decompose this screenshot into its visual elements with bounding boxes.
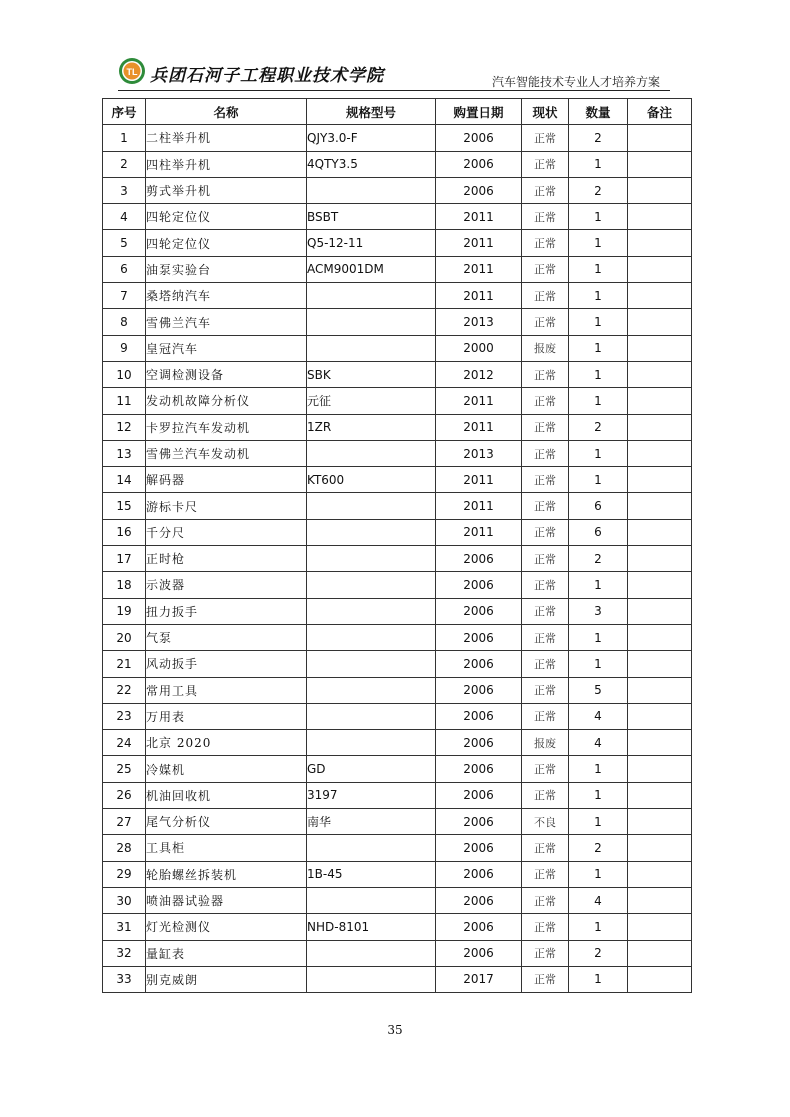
cell-qty: 1 [569, 361, 628, 387]
cell-date: 2006 [436, 651, 522, 677]
cell-no: 31 [103, 914, 146, 940]
cell-qty: 2 [569, 835, 628, 861]
cell-name: 别克威朗 [146, 966, 307, 992]
cell-model [307, 598, 436, 624]
cell-date: 2006 [436, 177, 522, 203]
cell-note [628, 256, 692, 282]
cell-no: 12 [103, 414, 146, 440]
cell-status: 正常 [522, 887, 569, 913]
cell-status: 报废 [522, 335, 569, 361]
table-row [103, 940, 692, 966]
column-header-model: 规格型号 [307, 99, 436, 125]
page-header [118, 55, 678, 93]
cell-note [628, 519, 692, 545]
cell-note [628, 467, 692, 493]
cell-status: 正常 [522, 914, 569, 940]
cell-name: 解码器 [146, 467, 307, 493]
cell-status: 正常 [522, 756, 569, 782]
cell-date: 2006 [436, 730, 522, 756]
table-row [103, 309, 692, 335]
column-header-qty: 数量 [569, 99, 628, 125]
cell-status: 正常 [522, 546, 569, 572]
cell-status: 正常 [522, 598, 569, 624]
cell-model [307, 546, 436, 572]
cell-status: 正常 [522, 966, 569, 992]
cell-date: 2006 [436, 624, 522, 650]
table-row [103, 651, 692, 677]
cell-name: 北京 2020 [146, 730, 307, 756]
cell-no: 17 [103, 546, 146, 572]
cell-no: 13 [103, 440, 146, 466]
cell-date: 2011 [436, 230, 522, 256]
table-row [103, 151, 692, 177]
table-row [103, 204, 692, 230]
cell-qty: 2 [569, 546, 628, 572]
page-number: 35 [387, 1023, 403, 1037]
cell-qty: 1 [569, 624, 628, 650]
header-divider [118, 90, 670, 91]
cell-qty: 4 [569, 730, 628, 756]
cell-note [628, 835, 692, 861]
cell-note [628, 230, 692, 256]
cell-note [628, 966, 692, 992]
cell-status: 正常 [522, 204, 569, 230]
table-row [103, 493, 692, 519]
cell-name: 四轮定位仪 [146, 230, 307, 256]
cell-name: 剪式举升机 [146, 177, 307, 203]
cell-model: BSBT [307, 204, 436, 230]
cell-no: 10 [103, 361, 146, 387]
table-row [103, 361, 692, 387]
cell-name: 卡罗拉汽车发动机 [146, 414, 307, 440]
cell-name: 示波器 [146, 572, 307, 598]
table-row [103, 756, 692, 782]
cell-model [307, 940, 436, 966]
cell-model: 南华 [307, 809, 436, 835]
document-title: 汽车智能技术专业人才培养方案 [491, 75, 660, 89]
cell-status: 正常 [522, 283, 569, 309]
cell-name: 尾气分析仪 [146, 809, 307, 835]
cell-status: 正常 [522, 388, 569, 414]
table-row [103, 546, 692, 572]
table-row [103, 230, 692, 256]
cell-status: 正常 [522, 151, 569, 177]
cell-model [307, 677, 436, 703]
cell-status: 正常 [522, 572, 569, 598]
cell-qty: 1 [569, 914, 628, 940]
cell-date: 2006 [436, 782, 522, 808]
cell-name: 冷媒机 [146, 756, 307, 782]
cell-no: 7 [103, 283, 146, 309]
cell-qty: 1 [569, 388, 628, 414]
cell-status: 正常 [522, 835, 569, 861]
cell-note [628, 887, 692, 913]
cell-model [307, 440, 436, 466]
cell-model: 4QTY3.5 [307, 151, 436, 177]
cell-status: 不良 [522, 809, 569, 835]
cell-note [628, 598, 692, 624]
cell-no: 1 [103, 125, 146, 151]
cell-date: 2013 [436, 440, 522, 466]
table-body [103, 125, 692, 993]
table-row [103, 256, 692, 282]
cell-note [628, 730, 692, 756]
table-row [103, 914, 692, 940]
cell-status: 正常 [522, 493, 569, 519]
cell-model: 3197 [307, 782, 436, 808]
cell-qty: 1 [569, 966, 628, 992]
cell-name: 千分尺 [146, 519, 307, 545]
cell-model [307, 966, 436, 992]
cell-no: 18 [103, 572, 146, 598]
cell-no: 20 [103, 624, 146, 650]
cell-note [628, 335, 692, 361]
cell-note [628, 703, 692, 729]
cell-status: 正常 [522, 861, 569, 887]
cell-date: 2011 [436, 388, 522, 414]
cell-model [307, 572, 436, 598]
cell-date: 2006 [436, 703, 522, 729]
cell-qty: 1 [569, 782, 628, 808]
cell-note [628, 204, 692, 230]
table-row [103, 966, 692, 992]
cell-qty: 6 [569, 519, 628, 545]
cell-model [307, 309, 436, 335]
cell-note [628, 782, 692, 808]
cell-note [628, 651, 692, 677]
cell-name: 四柱举升机 [146, 151, 307, 177]
cell-date: 2006 [436, 756, 522, 782]
cell-model: Q5-12-11 [307, 230, 436, 256]
cell-no: 14 [103, 467, 146, 493]
cell-date: 2006 [436, 887, 522, 913]
cell-note [628, 361, 692, 387]
column-header-name: 名称 [146, 99, 307, 125]
cell-status: 正常 [522, 230, 569, 256]
cell-name: 桑塔纳汽车 [146, 283, 307, 309]
cell-name: 喷油器试验器 [146, 887, 307, 913]
table-row [103, 703, 692, 729]
cell-model: KT600 [307, 467, 436, 493]
cell-qty: 1 [569, 204, 628, 230]
cell-date: 2006 [436, 151, 522, 177]
cell-note [628, 125, 692, 151]
cell-no: 29 [103, 861, 146, 887]
cell-date: 2006 [436, 598, 522, 624]
cell-model: SBK [307, 361, 436, 387]
cell-no: 23 [103, 703, 146, 729]
table-row [103, 598, 692, 624]
cell-date: 2011 [436, 256, 522, 282]
equipment-table [102, 98, 692, 993]
cell-status: 报废 [522, 730, 569, 756]
cell-qty: 5 [569, 677, 628, 703]
cell-qty: 4 [569, 887, 628, 913]
cell-note [628, 151, 692, 177]
cell-note [628, 493, 692, 519]
cell-qty: 1 [569, 283, 628, 309]
cell-note [628, 677, 692, 703]
cell-qty: 1 [569, 651, 628, 677]
cell-no: 26 [103, 782, 146, 808]
cell-date: 2012 [436, 361, 522, 387]
cell-note [628, 388, 692, 414]
cell-date: 2011 [436, 283, 522, 309]
table-row [103, 388, 692, 414]
logo-text: TL [126, 67, 138, 77]
cell-no: 21 [103, 651, 146, 677]
cell-name: 工具柜 [146, 835, 307, 861]
cell-model [307, 703, 436, 729]
cell-model [307, 283, 436, 309]
cell-qty: 1 [569, 809, 628, 835]
cell-no: 5 [103, 230, 146, 256]
cell-model: ACM9001DM [307, 256, 436, 282]
cell-model: GD [307, 756, 436, 782]
cell-status: 正常 [522, 519, 569, 545]
cell-qty: 2 [569, 125, 628, 151]
cell-status: 正常 [522, 467, 569, 493]
cell-date: 2013 [436, 309, 522, 335]
cell-status: 正常 [522, 177, 569, 203]
cell-no: 30 [103, 887, 146, 913]
cell-no: 6 [103, 256, 146, 282]
cell-note [628, 809, 692, 835]
cell-no: 11 [103, 388, 146, 414]
cell-name: 发动机故障分析仪 [146, 388, 307, 414]
cell-no: 27 [103, 809, 146, 835]
cell-date: 2011 [436, 493, 522, 519]
cell-qty: 1 [569, 440, 628, 466]
cell-status: 正常 [522, 414, 569, 440]
cell-model [307, 177, 436, 203]
cell-date: 2006 [436, 572, 522, 598]
cell-no: 16 [103, 519, 146, 545]
cell-qty: 1 [569, 151, 628, 177]
cell-model [307, 651, 436, 677]
table-row [103, 467, 692, 493]
cell-qty: 1 [569, 572, 628, 598]
table-row [103, 809, 692, 835]
cell-qty: 1 [569, 467, 628, 493]
table-row [103, 782, 692, 808]
cell-status: 正常 [522, 125, 569, 151]
cell-date: 2006 [436, 125, 522, 151]
school-logo-icon [118, 57, 146, 85]
cell-note [628, 546, 692, 572]
cell-note [628, 283, 692, 309]
cell-date: 2000 [436, 335, 522, 361]
cell-date: 2006 [436, 940, 522, 966]
cell-status: 正常 [522, 440, 569, 466]
cell-name: 皇冠汽车 [146, 335, 307, 361]
cell-model [307, 519, 436, 545]
cell-qty: 1 [569, 335, 628, 361]
cell-name: 灯光检测仪 [146, 914, 307, 940]
cell-date: 2011 [436, 519, 522, 545]
table-row [103, 519, 692, 545]
cell-status: 正常 [522, 361, 569, 387]
cell-note [628, 940, 692, 966]
cell-no: 2 [103, 151, 146, 177]
column-header-no: 序号 [103, 99, 146, 125]
cell-model: 元征 [307, 388, 436, 414]
cell-status: 正常 [522, 782, 569, 808]
cell-model [307, 835, 436, 861]
table-row [103, 887, 692, 913]
cell-name: 游标卡尺 [146, 493, 307, 519]
cell-qty: 2 [569, 414, 628, 440]
cell-name: 常用工具 [146, 677, 307, 703]
cell-note [628, 177, 692, 203]
cell-no: 8 [103, 309, 146, 335]
cell-model: 1ZR [307, 414, 436, 440]
cell-no: 3 [103, 177, 146, 203]
cell-qty: 1 [569, 309, 628, 335]
cell-date: 2006 [436, 546, 522, 572]
cell-note [628, 572, 692, 598]
cell-name: 扭力扳手 [146, 598, 307, 624]
cell-status: 正常 [522, 256, 569, 282]
cell-no: 15 [103, 493, 146, 519]
cell-name: 油泵实验台 [146, 256, 307, 282]
table-row [103, 414, 692, 440]
cell-note [628, 861, 692, 887]
cell-date: 2006 [436, 914, 522, 940]
cell-name: 万用表 [146, 703, 307, 729]
table-row [103, 730, 692, 756]
cell-no: 4 [103, 204, 146, 230]
cell-note [628, 440, 692, 466]
table-row [103, 861, 692, 887]
cell-no: 33 [103, 966, 146, 992]
cell-status: 正常 [522, 703, 569, 729]
cell-name: 雪佛兰汽车发动机 [146, 440, 307, 466]
cell-no: 32 [103, 940, 146, 966]
cell-status: 正常 [522, 309, 569, 335]
cell-name: 正时枪 [146, 546, 307, 572]
cell-qty: 6 [569, 493, 628, 519]
cell-no: 25 [103, 756, 146, 782]
cell-model [307, 493, 436, 519]
cell-name: 气泵 [146, 624, 307, 650]
cell-name: 机油回收机 [146, 782, 307, 808]
cell-status: 正常 [522, 651, 569, 677]
table-row [103, 440, 692, 466]
cell-no: 24 [103, 730, 146, 756]
cell-name: 量缸表 [146, 940, 307, 966]
cell-qty: 2 [569, 177, 628, 203]
column-header-date: 购置日期 [436, 99, 522, 125]
cell-qty: 1 [569, 230, 628, 256]
cell-note [628, 414, 692, 440]
cell-name: 空调检测设备 [146, 361, 307, 387]
table-row [103, 335, 692, 361]
cell-date: 2006 [436, 861, 522, 887]
cell-note [628, 756, 692, 782]
cell-date: 2006 [436, 835, 522, 861]
cell-date: 2011 [436, 467, 522, 493]
cell-date: 2017 [436, 966, 522, 992]
cell-status: 正常 [522, 940, 569, 966]
cell-model [307, 730, 436, 756]
cell-date: 2006 [436, 809, 522, 835]
cell-model [307, 887, 436, 913]
cell-name: 风动扳手 [146, 651, 307, 677]
cell-note [628, 309, 692, 335]
cell-model: 1B-45 [307, 861, 436, 887]
cell-date: 2006 [436, 677, 522, 703]
cell-qty: 4 [569, 703, 628, 729]
cell-name: 二柱举升机 [146, 125, 307, 151]
cell-name: 轮胎螺丝拆装机 [146, 861, 307, 887]
school-name: 兵团石河子工程职业技术学院 [150, 66, 384, 86]
cell-no: 28 [103, 835, 146, 861]
table-row [103, 125, 692, 151]
cell-qty: 3 [569, 598, 628, 624]
cell-name: 四轮定位仪 [146, 204, 307, 230]
column-header-status: 现状 [522, 99, 569, 125]
table-row [103, 835, 692, 861]
column-header-note: 备注 [628, 99, 692, 125]
table-row [103, 177, 692, 203]
cell-name: 雪佛兰汽车 [146, 309, 307, 335]
table-header-row [103, 99, 692, 125]
cell-qty: 1 [569, 256, 628, 282]
cell-qty: 2 [569, 940, 628, 966]
cell-model: NHD-8101 [307, 914, 436, 940]
cell-no: 19 [103, 598, 146, 624]
cell-note [628, 624, 692, 650]
table-row [103, 283, 692, 309]
cell-status: 正常 [522, 624, 569, 650]
cell-no: 9 [103, 335, 146, 361]
cell-model: QJY3.0-F [307, 125, 436, 151]
cell-date: 2011 [436, 204, 522, 230]
cell-status: 正常 [522, 677, 569, 703]
cell-model [307, 335, 436, 361]
cell-model [307, 624, 436, 650]
cell-qty: 1 [569, 861, 628, 887]
cell-no: 22 [103, 677, 146, 703]
table-row [103, 572, 692, 598]
cell-date: 2011 [436, 414, 522, 440]
cell-qty: 1 [569, 756, 628, 782]
cell-note [628, 914, 692, 940]
table-row [103, 677, 692, 703]
table-row [103, 624, 692, 650]
